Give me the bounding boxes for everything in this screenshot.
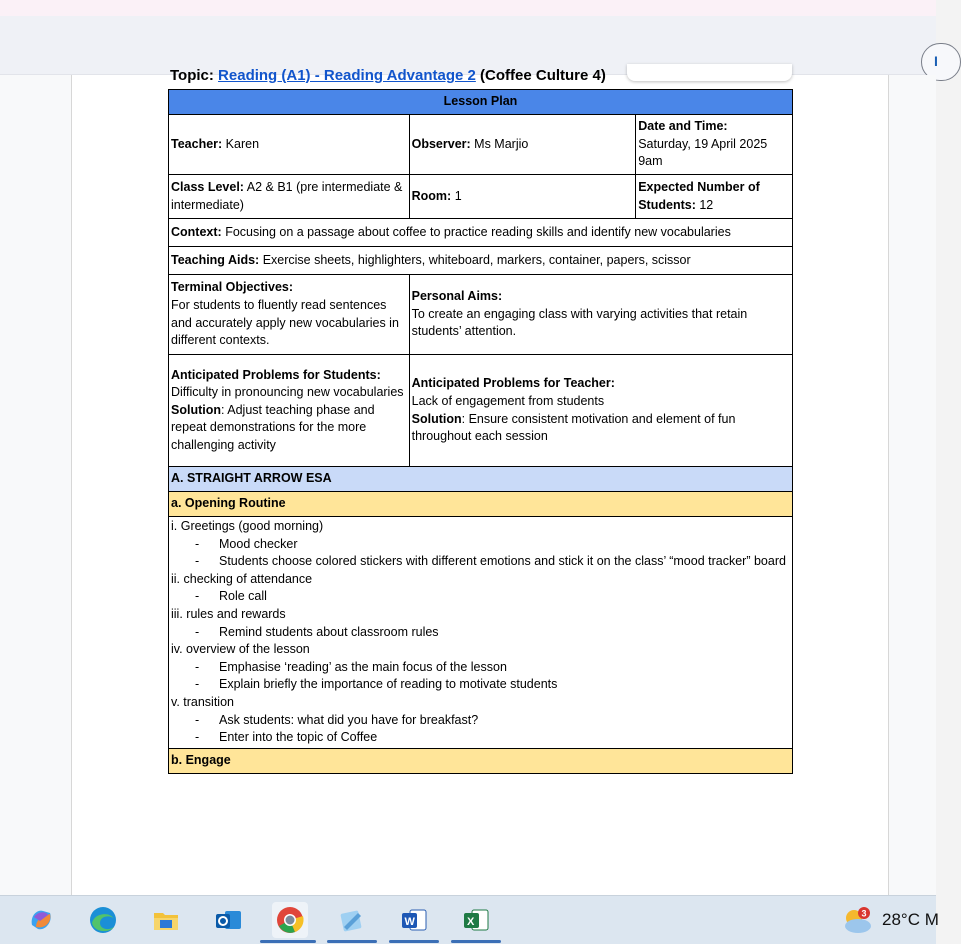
room-value: 1 [454,188,462,203]
lesson-plan-table [168,89,793,774]
routine-heading: ii. checking of attendance [171,571,313,586]
routine-list [171,536,790,571]
routine-heading: iii. rules and rewards [171,606,286,621]
topic-link[interactable]: Reading (A1) - Reading Advantage 2 [218,67,476,84]
topic-suffix: (Coffee Culture 4) [475,67,606,84]
routine-item: - Remind students about classroom rules [171,624,790,642]
students-solution-value: : Adjust teaching phase and repeat demonstrations for the more challenging activity [171,402,375,452]
problems-students-label: Anticipated Problems for Students: [171,367,381,382]
teacher-cell [169,115,410,175]
personal-aims-label: Personal Aims: [411,289,503,304]
routine-heading: iv. overview of the lesson [171,642,310,657]
class-level-value: A2 & B1 (pre intermediate & intermediate) [171,179,403,212]
outlook-icon[interactable] [210,902,246,938]
svg-text:W: W [404,916,415,928]
routine-list [171,712,790,747]
room-label: Room: [411,188,452,203]
browser-tab-strip [0,0,936,16]
routine-list [171,659,790,694]
opening-routine-content [169,517,793,749]
section-a-heading: A. STRAIGHT ARROW ESA [169,467,793,492]
terminal-objectives-value: For students to fluently read sentences and accurately apply new vocabularies in different contexts. [171,297,399,348]
room-cell [409,175,636,219]
taskbar [0,895,939,944]
floating-comment-box[interactable] [627,64,792,81]
observer-label: Observer: [411,136,471,151]
terminal-objectives-label: Terminal Objectives: [171,280,294,295]
teaching-aids-cell [169,247,793,275]
temperature-value: 28°C [882,910,920,929]
excel-icon[interactable] [458,902,494,938]
chrome-active-indicator [260,940,316,943]
copilot-icon[interactable] [23,902,59,938]
teacher-label: Teacher: [171,136,223,151]
file-explorer-icon[interactable] [148,902,184,938]
terminal-objectives-cell [169,275,410,355]
excel-active-indicator [451,940,501,943]
routine-item: - Students choose colored stickers with different emotions and stick it on the class’ “mood tracker” board [171,553,790,571]
class-level-label: Class Level: [171,179,244,194]
expected-students-cell [636,175,793,219]
teacher-solution-label: Solution [411,411,462,426]
teacher-solution-value: : Ensure consistent motivation and element of fun throughout each session [411,411,736,444]
datetime-time: 9am [638,154,663,169]
weather-overflow-text: M [924,910,939,929]
chrome-icon[interactable] [272,902,308,938]
temperature-readout[interactable] [882,910,939,930]
routine-item: - Emphasise ‘reading’ as the main focus of the lesson [171,659,790,677]
routine-list [171,588,790,606]
opening-routine-heading: a. Opening Routine [169,492,793,517]
datetime-label: Date and Time: [638,119,728,134]
topic-prefix: Topic: [170,67,219,84]
svg-text:X: X [467,916,475,928]
problems-teacher-cell [409,355,792,467]
context-label: Context: [171,224,222,239]
datetime-cell [636,115,793,175]
routine-item: - Mood checker [171,536,790,554]
observer-value: Ms Marjio [474,136,529,151]
observer-cell [409,115,636,175]
word-icon[interactable] [396,902,432,938]
personal-aims-cell [409,275,792,355]
lesson-plan-title: Lesson Plan [169,90,793,115]
side-panel-button-label: I [934,53,938,69]
expected-students-label: Expected Number of Students: [638,179,760,212]
notepad-active-indicator [327,940,377,943]
engage-heading: b. Engage [169,748,793,773]
context-cell [169,219,793,247]
class-level-cell [169,175,410,219]
personal-aims-value: To create an engaging class with varying activities that retain students’ attention. [411,306,748,339]
teaching-aids-label: Teaching Aids: [171,252,260,267]
routine-heading: v. transition [171,694,234,709]
datetime-date: Saturday, 19 April 2025 [638,136,768,151]
teaching-aids-value: Exercise sheets, highlighters, whiteboard, markers, container, papers, scissor [262,252,691,267]
routine-item: - Role call [171,588,790,606]
problems-students-value: Difficulty in pronouncing new vocabularies [171,385,404,400]
expected-students-value: 12 [699,197,714,212]
weather-icon[interactable] [840,904,874,936]
teacher-value: Karen [225,136,260,151]
problems-teacher-value: Lack of engagement from students [411,393,605,408]
routine-list [171,624,790,642]
routine-item: - Ask students: what did you have for breakfast? [171,712,790,730]
edge-icon[interactable] [85,902,121,938]
problems-teacher-label: Anticipated Problems for Teacher: [411,376,615,391]
routine-heading: i. Greetings (good morning) [171,519,324,533]
students-solution-label: Solution [171,402,221,417]
weather-badge: 3 [861,908,867,919]
context-value: Focusing on a passage about coffee to practice reading skills and identify new vocabularies [225,224,731,239]
routine-item: - Enter into the topic of Coffee [171,729,790,747]
topic-line [170,67,606,84]
routine-item: - Explain briefly the importance of reading to motivate students [171,676,790,694]
problems-students-cell [169,355,410,467]
word-active-indicator [389,940,439,943]
notepad-icon[interactable] [333,902,369,938]
